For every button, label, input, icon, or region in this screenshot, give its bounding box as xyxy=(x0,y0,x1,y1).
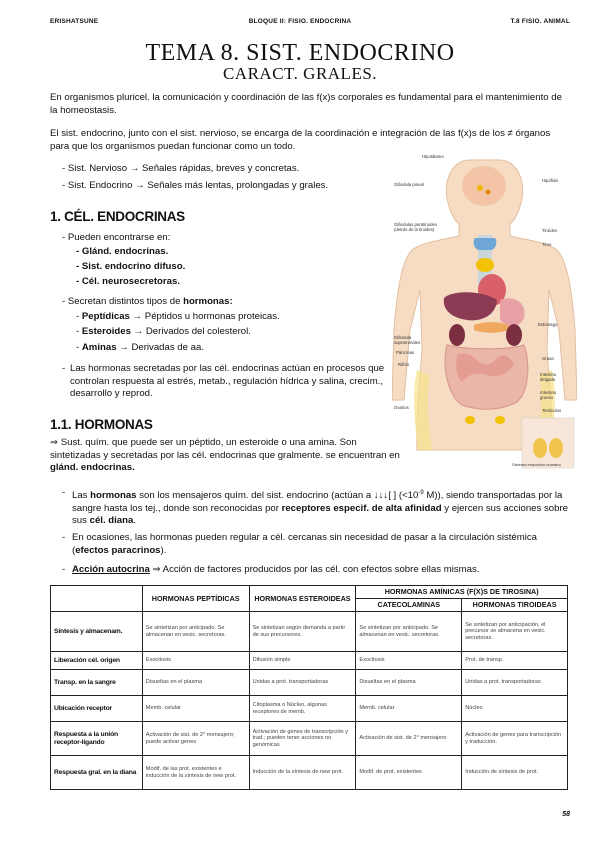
endocrine-figure xyxy=(392,150,577,475)
hormone-bullet-3: - Acción autocrina ⇒ Acción de factores producidos por las cél. con efectos sobre ellas mismas. xyxy=(62,564,480,575)
table-row xyxy=(51,612,568,652)
hormone-type-1: - Peptídicas → Péptidos u hormonas proteicas. xyxy=(76,311,280,322)
label-parathyroid: Glándulas paratiroides (detrás de la tiroides) xyxy=(394,222,437,232)
thyroid-shape xyxy=(474,238,497,250)
type-desc: → Derivados del colesterol. xyxy=(130,326,251,337)
kidney-left-shape xyxy=(449,324,465,346)
table-row xyxy=(51,722,568,756)
table-cell: Exocitosis xyxy=(142,652,249,670)
label-small-intestine: Intestino delgado xyxy=(540,372,557,382)
row-header: Síntesis y almacenam. xyxy=(51,612,143,652)
hormone-bullet-1: - Las hormonas son los mensajeros quím. del sist. endocrino (actúan a ↓↓↓[ ] ($<10^{-9}$ M)), siendo transportadas por la sangre hasta los tej., donde son reconocidas por receptores especif. de alta afinidad y ejercen sus acciones sobre sus cél. diana. xyxy=(62,487,568,527)
kidney-right-shape xyxy=(506,324,522,346)
found-item-text: Glánd. endocrinas. xyxy=(81,246,169,257)
bullet-text: Las xyxy=(72,490,91,502)
col-header-peptide: HORMONAS PEPTÍDICAS xyxy=(142,586,249,612)
label-large-intestine: Intestino grueso xyxy=(540,390,557,400)
label-ovaries: Ovarios xyxy=(394,405,409,410)
table-row xyxy=(51,696,568,722)
secrete-text: - Secretan distintos tipos de hormonas: xyxy=(62,296,233,307)
bullet-text: son los mensajeros quím. del sist. endocrino (actúan a ↓↓↓[ ] (<10 xyxy=(136,490,419,502)
type-name: Esteroides xyxy=(81,326,131,337)
table-cell: Prot. de transp. xyxy=(462,652,568,670)
header-right: T.8 FISIO. ANIMAL xyxy=(510,18,570,25)
secrete-bold: hormonas: xyxy=(183,296,233,307)
table-header-row-1 xyxy=(51,586,568,599)
bullet-label: Sist. Endocrino xyxy=(67,180,133,191)
testis-inset xyxy=(522,418,574,468)
row-header: Respuesta a la unión receptor-ligando xyxy=(51,722,143,756)
table-cell: Se sintetizan por anticipado. Se almacenan en vesic. secretoras. xyxy=(356,612,462,652)
col-header-steroid: HORMONAS ESTEROIDEAS xyxy=(249,586,356,612)
row-header: Transp. en la sangre xyxy=(51,670,143,696)
intestine-shape xyxy=(445,345,528,409)
table-cell: Modif. de las prot. existentes e inducción de la síntesis de new prot. xyxy=(142,756,249,790)
table-cell: Se sintetizan por anticipación, el precursor se almacena en vesic. secretoras. xyxy=(462,612,568,652)
label-testes: Testículos xyxy=(542,408,562,413)
row-header: Respuesta gral. en la diana xyxy=(51,756,143,790)
hormone-type-3: - Aminas → Derivadas de aa. xyxy=(76,342,204,353)
page-title: TEMA 8. SIST. ENDOCRINO xyxy=(145,40,455,66)
table-cell: Memb. celular xyxy=(356,696,462,722)
table-cell: Exocitosis xyxy=(356,652,462,670)
hormone-type-2: - Esteroides → Derivados del colesterol. xyxy=(76,326,251,337)
bullet-bold: efectos paracrinos xyxy=(75,544,161,556)
table-row xyxy=(51,756,568,790)
section-1-1-heading: 1.1. HORMONAS xyxy=(50,417,153,432)
label-pituitary: Hipófisis xyxy=(542,178,559,183)
testis-left-shape xyxy=(533,438,547,458)
table-cell: Se sintetizan según demanda a partir de sus precursores. xyxy=(249,612,356,652)
row-header: Ubicación receptor xyxy=(51,696,143,722)
table-cell: Disueltas en el plasma xyxy=(356,670,462,696)
definition-text: ⇒ Sust. quím. que puede ser un péptido, un esteroide o una amina. Son sintetizadas y secretadas por las cél. endocrinas que gralmente. se encuentran en xyxy=(50,437,400,461)
table-cell: Unidas a prot. transportadoras xyxy=(249,670,356,696)
col-header-catecholamines: CATECOLAMINAS xyxy=(356,599,462,612)
label-pancreas: Páncreas xyxy=(396,350,415,355)
table-cell: Activación de sist. de 2° mensajero; puede activar genes xyxy=(142,722,249,756)
col-header-thyroid: HORMONAS TIROIDEAS xyxy=(462,599,568,612)
processes-paragraph: - Las hormonas secretadas por las cél. endocrinas actúan en procesos que controlan respuesta al estrés, metab., regulación hídrica y salina, crecim., desarrollo y reprod. xyxy=(62,363,394,401)
label-stomach: Estómago xyxy=(538,322,558,327)
page-subtitle: CARACT. GRALES. xyxy=(222,64,378,83)
bullet-bold: hormonas xyxy=(90,490,137,502)
label-thyroid: Tiroides xyxy=(542,228,558,233)
definition-bold: glánd. endocrinas. xyxy=(50,462,135,473)
type-desc: → Derivadas de aa. xyxy=(116,342,204,353)
type-desc: → Péptidos u hormonas proteicas. xyxy=(129,311,280,322)
label-adrenal: Glándula suprarrenales xyxy=(394,335,421,345)
table-corner xyxy=(51,586,143,612)
table-cell: Modif. de prot. existentes xyxy=(356,756,462,790)
type-name: Peptídicas xyxy=(81,311,130,322)
intro-paragraph-2: El sist. endocrino, junto con el sist. nervioso, se encarga de la coordinación e integración de las f(x)s de los ≠ órganos para que los organismos puedan funcionar como un todo. xyxy=(50,128,551,152)
found-in-text: - Pueden encontrarse en: xyxy=(62,232,171,243)
hormone-comparison-table xyxy=(50,585,568,790)
hypothalamus-shape xyxy=(477,185,483,191)
label-thymus: Timo xyxy=(542,242,552,247)
found-item-1: - Glánd. endocrinas. xyxy=(76,246,169,257)
intro-paragraph-1: En organismos pluricel. la comunicación y coordinación de las f(x)s corporales es fundamental para el mantenimiento de la homeostasis. xyxy=(50,92,562,116)
intro-bullet-2: - Sist. Endocrino → Señales más lentas, prolongadas y grales. xyxy=(62,180,329,191)
col-header-amine-group: HORMONAS AMÍNICAS (F(X)S DE TIROSINA) xyxy=(356,586,568,599)
table-cell: Difusión simple xyxy=(249,652,356,670)
found-item-text: Sist. endocrino difuso. xyxy=(81,261,186,272)
hormone-bullet-2: - En ocasiones, las hormonas pueden regular a cél. cercanas sin necesidad de pasar a la circulación sistémica (efectos paracrinos). xyxy=(62,532,538,556)
label-kidney: Riñón xyxy=(398,362,410,367)
ovary-left-shape xyxy=(465,416,475,424)
found-item-3: - Cél. neurosecretoras. xyxy=(76,276,180,287)
label-pineal: Glándula pineal xyxy=(394,182,424,187)
table-cell: Inducción de la síntesis de new prot. xyxy=(249,756,356,790)
bullet-text: ⇒ Acción de factores producidos por las cél. con efectos sobre ellas mismas. xyxy=(149,564,480,575)
table-row xyxy=(51,670,568,696)
table-cell: Citoplasma o Núcleo, algunas receptores de memb. xyxy=(249,696,356,722)
bullet-bold: receptores especif. de alta afinidad xyxy=(281,502,442,514)
table-cell: Activación de genes para transcripción y traducción. xyxy=(462,722,568,756)
bullet-text: M)), siendo transportadas por la sangre hasta los tej., donde son reconocidas por xyxy=(72,490,563,514)
bullet-bold: cél. diana xyxy=(89,515,134,527)
table-cell: Activación de sist. de 2° mensajero xyxy=(356,722,462,756)
table-cell: Núcleo xyxy=(462,696,568,722)
label-hypothalamus: Hipotálamo xyxy=(422,154,444,159)
section-1-heading: 1. CÉL. ENDOCRINAS xyxy=(50,209,185,224)
hormone-definition xyxy=(50,437,402,475)
pituitary-shape xyxy=(486,190,491,195)
bullet-text: → Señales más lentas, prolongadas y grales. xyxy=(132,180,329,191)
table-row xyxy=(51,652,568,670)
type-name: Aminas xyxy=(81,342,117,353)
bullet-label: Sist. Nervioso xyxy=(67,163,128,174)
exponent: -9 xyxy=(418,490,424,496)
table-cell: Inducción de síntesis de prot. xyxy=(462,756,568,790)
body-illustration xyxy=(392,150,577,475)
figure-caption: Sistema endocrino humano xyxy=(512,462,561,467)
ovary-right-shape xyxy=(495,416,505,424)
processes-text: Las hormonas secretadas por las cél. endocrinas actúan en procesos que controlan respuesta al estrés, metab., regulación hídrica y salina, crecim., desarrollo y reprod. xyxy=(70,363,385,399)
found-item-2: - Sist. endocrino difuso. xyxy=(76,261,186,272)
thymus-shape xyxy=(476,258,494,272)
bullet-bold: Acción autocrina xyxy=(72,564,150,575)
bullet-text: . xyxy=(133,515,137,527)
label-fat: Grasa xyxy=(542,356,554,361)
header-center: BLOQUE II: FISIO. ENDOCRINA xyxy=(248,18,352,25)
bullet-text: En ocasiones, las hormonas pueden regular a cél. cercanas sin necesidad de pasar a la circulación sistémica ( xyxy=(72,532,538,556)
page-number: 58 xyxy=(562,811,570,818)
table-cell: Se sintetizan por anticipado. Se almacenan en vesic. secretoras. xyxy=(142,612,249,652)
found-in-label: Pueden encontrarse en: xyxy=(67,232,171,243)
table-cell: Disueltas en el plasma xyxy=(142,670,249,696)
header-left: ERISHATSUNE xyxy=(50,18,99,25)
table-cell: Unidas a prot. transportadoras xyxy=(462,670,568,696)
table-cell: Memb. celular xyxy=(142,696,249,722)
row-header: Liberación cél. origen xyxy=(51,652,143,670)
secrete-pre: Secretan distintos tipos de xyxy=(67,296,184,307)
testis-right-shape xyxy=(549,438,563,458)
brain-shape xyxy=(462,166,506,206)
bullet-text: → Señales rápidas, breves y concretas. xyxy=(127,163,300,174)
table-cell: Activación de genes de transcripción y trad.; pueden tener acciones no genómicas xyxy=(249,722,356,756)
bullet-text: y ejercen sus acciones sobre sus xyxy=(72,502,568,527)
found-item-text: Cél. neurosecretoras. xyxy=(81,276,180,287)
bullet-text: ). xyxy=(160,544,167,556)
intro-bullet-1: - Sist. Nervioso → Señales rápidas, breves y concretas. xyxy=(62,163,300,174)
